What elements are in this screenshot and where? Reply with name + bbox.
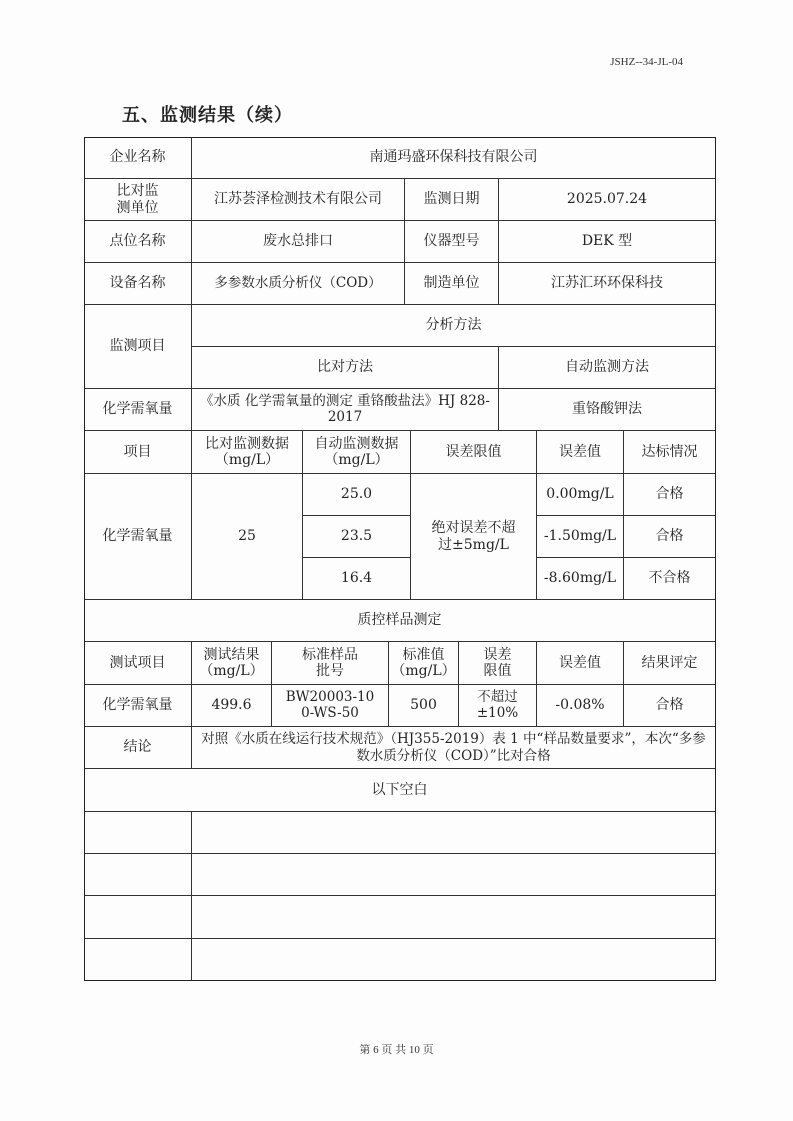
empty-cell (84, 854, 192, 896)
device-value: 多参数水质分析仪（COD） (192, 263, 405, 305)
qc-header-result: 测试结果（mg/L） (192, 642, 272, 685)
conclusion-text: 对照《水质在线运行技术规范》（HJ355-2019）表 1 中“样品数量要求”，本次“多参数水质分析仪（COD）”比对合格 (192, 727, 716, 769)
auto-value-1: 25.0 (303, 474, 411, 516)
maker-label: 制造单位 (405, 263, 499, 305)
qc-title: 质控样品测定 (84, 600, 716, 642)
qc-evaluation: 合格 (624, 685, 716, 727)
section-title: 五、监测结果（续） (122, 105, 293, 126)
model-value: DEK 型 (499, 221, 716, 263)
compare-header-limit: 误差限值 (411, 431, 537, 474)
empty-cell (84, 812, 192, 854)
qc-standard: 500 (389, 685, 459, 727)
maker-value: 江苏汇环环保科技 (499, 263, 716, 305)
qc-batch: BW20003-100-WS-50 (272, 685, 389, 727)
empty-cell (192, 854, 716, 896)
compare-unit-value: 江苏荟泽检测技术有限公司 (192, 179, 405, 221)
qc-header-batch: 标准样品批号 (272, 642, 389, 685)
qc-header-limit: 误差限值 (459, 642, 537, 685)
compare-item: 化学需氧量 (84, 474, 192, 600)
date-label: 监测日期 (405, 179, 499, 221)
method-cod-label: 化学需氧量 (84, 389, 192, 431)
auto-value-3: 16.4 (303, 558, 411, 600)
auto-method-value: 重铬酸钾法 (499, 389, 716, 431)
empty-cell (192, 812, 716, 854)
analysis-method-header: 分析方法 (192, 305, 716, 347)
qc-header-error: 误差值 (537, 642, 624, 685)
auto-method-header: 自动监测方法 (499, 347, 716, 389)
qc-error: -0.08% (537, 685, 624, 727)
error-value-2: -1.50mg/L (537, 516, 624, 558)
device-label: 设备名称 (84, 263, 192, 305)
auto-value-2: 23.5 (303, 516, 411, 558)
model-label: 仪器型号 (405, 221, 499, 263)
page-footer: 第 6 页 共 10 页 (359, 1044, 434, 1056)
empty-cell (84, 896, 192, 939)
date-value: 2025.07.24 (499, 179, 716, 221)
compare-value: 25 (192, 474, 303, 600)
compare-unit-label: 比对监测单位 (84, 179, 192, 221)
point-label: 点位名称 (84, 221, 192, 263)
conclusion-label: 结论 (84, 727, 192, 769)
document-code: JSHZ--34-JL-04 (610, 56, 683, 68)
qc-header-evaluation: 结果评定 (624, 642, 716, 685)
point-value: 废水总排口 (192, 221, 405, 263)
monitoring-item-label: 监测项目 (84, 305, 192, 389)
status-1: 合格 (624, 474, 716, 516)
empty-cell (84, 939, 192, 981)
empty-cell (192, 939, 716, 981)
qc-item: 化学需氧量 (84, 685, 192, 727)
qc-header-standard: 标准值（mg/L） (389, 642, 459, 685)
compare-header-compare-data: 比对监测数据（mg/L） (192, 431, 303, 474)
qc-limit: 不超过±10% (459, 685, 537, 727)
compare-method-value: 《水质 化学需氧量的测定 重铬酸盐法》HJ 828-2017 (192, 389, 499, 431)
qc-header-item: 测试项目 (84, 642, 192, 685)
compare-limit: 绝对误差不超过±5mg/L (411, 474, 537, 600)
qc-result: 499.6 (192, 685, 272, 727)
status-2: 合格 (624, 516, 716, 558)
compare-header-status: 达标情况 (624, 431, 716, 474)
blank-note: 以下空白 (84, 769, 716, 812)
error-value-1: 0.00mg/L (537, 474, 624, 516)
compare-method-header: 比对方法 (192, 347, 499, 389)
company-value: 南通玛盛环保科技有限公司 (192, 137, 716, 179)
compare-header-error: 误差值 (537, 431, 624, 474)
compare-header-item: 项目 (84, 431, 192, 474)
error-value-3: -8.60mg/L (537, 558, 624, 600)
status-3: 不合格 (624, 558, 716, 600)
compare-header-auto-data: 自动监测数据（mg/L） (303, 431, 411, 474)
empty-cell (192, 896, 716, 939)
company-label: 企业名称 (84, 137, 192, 179)
